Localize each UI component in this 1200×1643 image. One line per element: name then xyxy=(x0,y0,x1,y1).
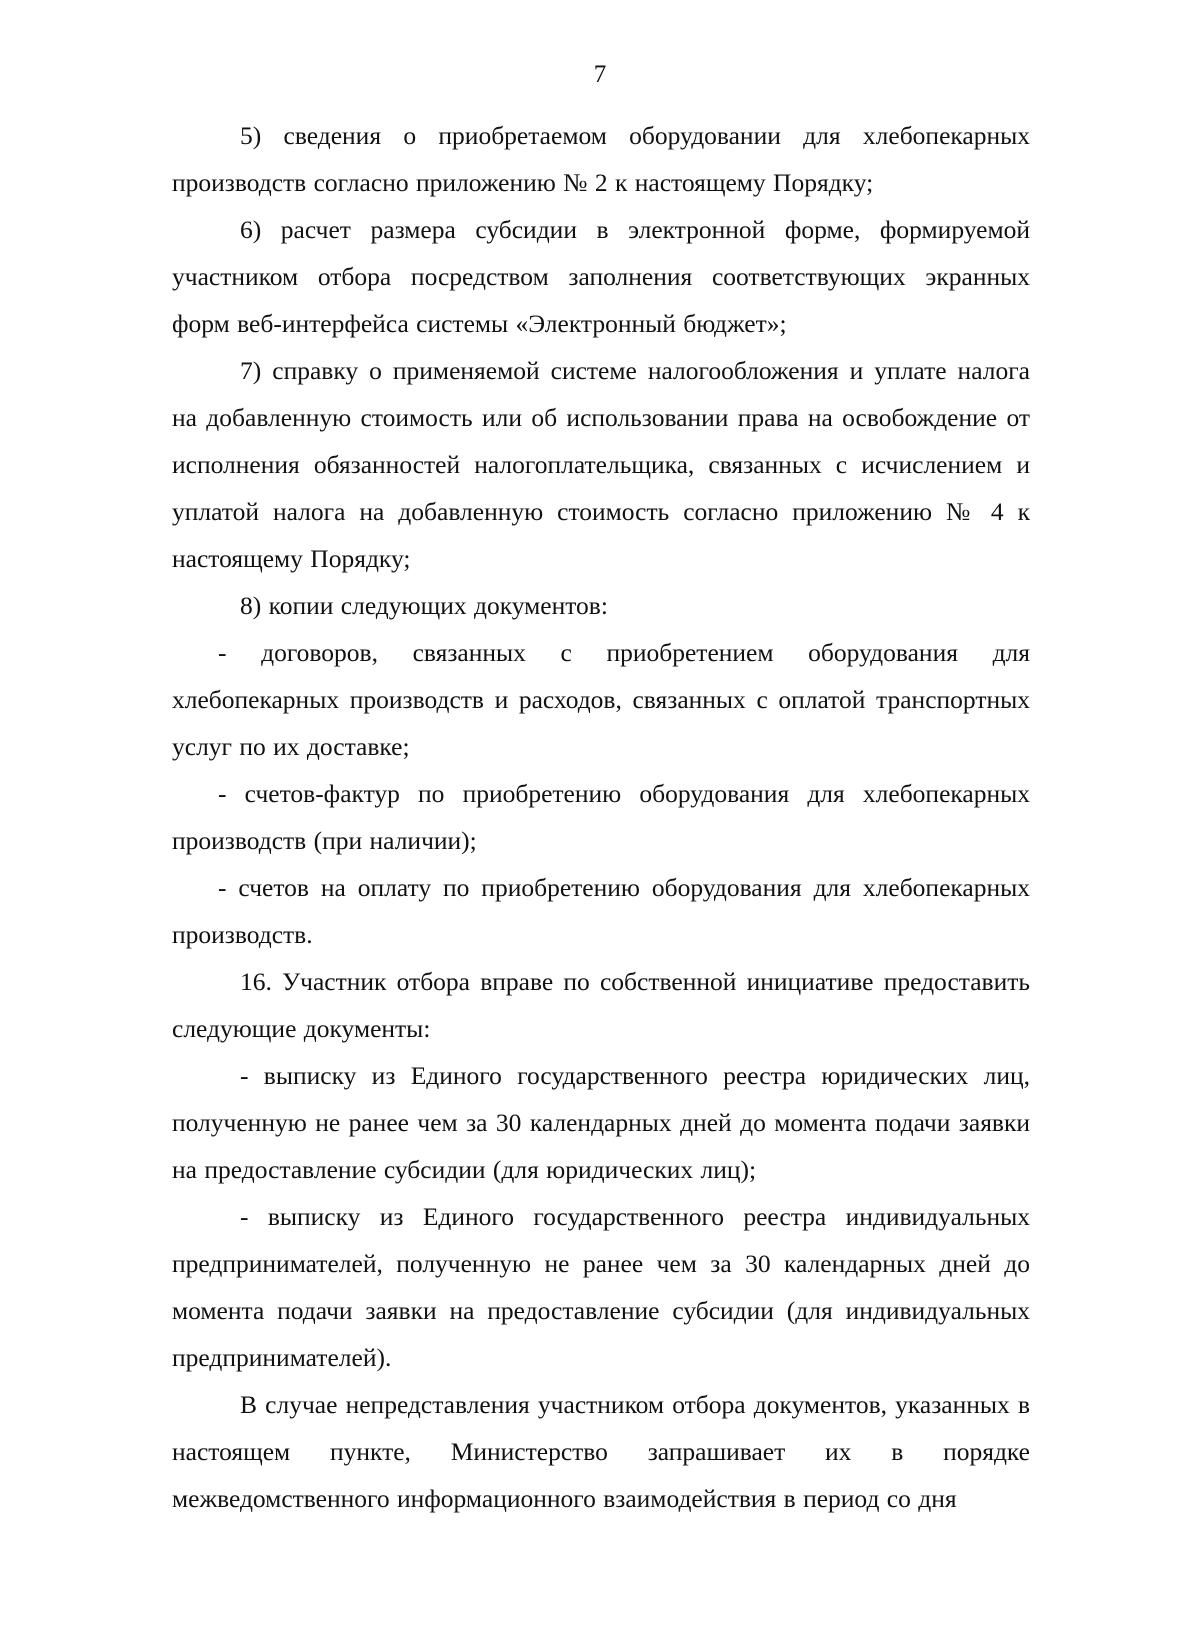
paragraph-entrepreneurs-extract: - выписку из Единого государственного реестра индивидуальных предпринимателей, полученную не ранее чем за 30 календарных дней до момента подачи заявки на предоставление субсидии (для индивидуальных предпринимателей). xyxy=(172,1202,1030,1372)
paragraph-item-8: 8) копии следующих документов: xyxy=(240,591,608,620)
paragraph-invoices: - счетов-фактур по приобретению оборудования для хлебопекарных производств (при наличии); xyxy=(172,779,1030,855)
document-body xyxy=(172,112,1030,1522)
paragraph-item-6: 6) расчет размера субсидии в электронной форме, формируемой участником отбора посредством заполнения соответствующих экранных форм веб-интерфейса системы «Электронный бюджет»; xyxy=(172,215,1030,338)
paragraph-legal-entities-extract: - выписку из Единого государственного реестра юридических лиц, полученную не ранее чем за 30 календарных дней до момента подачи заявки на предоставление субсидии (для юридических лиц); xyxy=(172,1061,1030,1184)
paragraph-section-16: 16. Участник отбора вправе по собственной инициативе предоставить следующие документы: xyxy=(172,967,1030,1043)
page-number: 7 xyxy=(593,61,607,88)
paragraph-interagency-request: В случае непредставления участником отбора документов, указанных в настоящем пункте, Министерство запрашивает их в порядке межведомственного информационного взаимодействия в период со дня xyxy=(172,1390,1030,1513)
paragraph-item-5: 5) сведения о приобретаемом оборудовании для хлебопекарных производств согласно приложению № 2 к настоящему Порядку; xyxy=(172,121,1030,197)
paragraph-item-7: 7) справку о применяемой системе налогообложения и уплате налога на добавленную стоимость или об использовании права на освобождение от исполнения обязанностей налогоплательщика, связанных с исчислением и уплатой налога на добавленную стоимость согласно приложению № 4 к настоящему Порядку; xyxy=(172,356,1030,573)
paragraph-payment-bills: - счетов на оплату по приобретению оборудования для хлебопекарных производств. xyxy=(172,873,1030,949)
paragraph-contracts: - договоров, связанных с приобретением оборудования для хлебопекарных производств и расходов, связанных с оплатой транспортных услуг по их доставке; xyxy=(172,638,1030,761)
